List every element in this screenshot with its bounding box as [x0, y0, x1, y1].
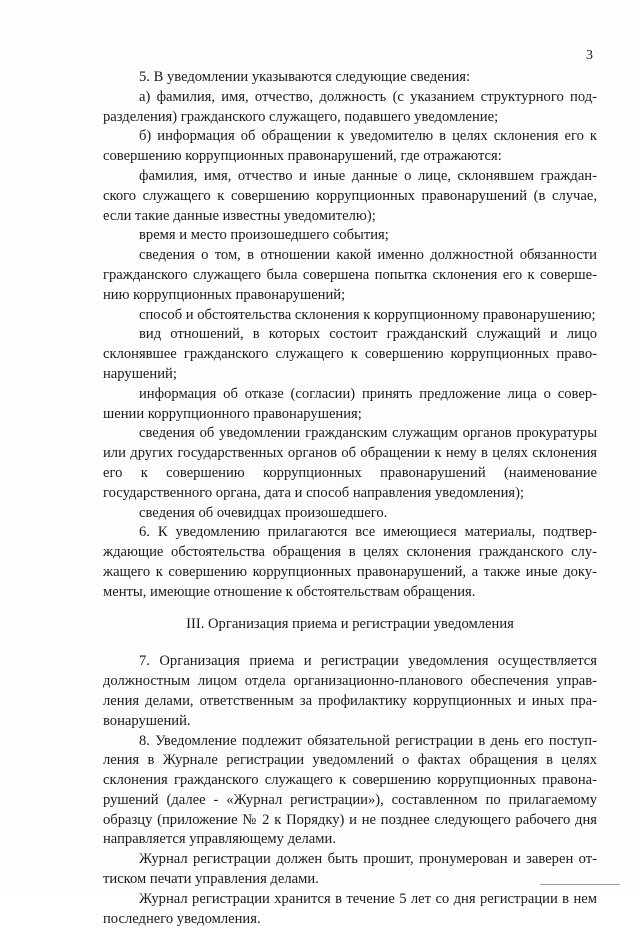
bottom-edge-mark	[540, 884, 620, 885]
paragraph-item-6: 6. К уведомлению прилагаются все имеющиеся материалы, подтверждающие обстоятельства обращения в целях склонения гражданского служащего к совершению коррупционных правонарушений, а также иные документы, имеющие отношение к обстоятельствам обращения.	[103, 524, 597, 600]
paragraph-duty: сведения о том, в отношении какой именно должностной обязанности гражданского служащего была совершена попытка склонения его к совершению коррупционных правонарушений;	[103, 247, 597, 303]
paragraph-time-place: время и место произошедшего события;	[139, 227, 389, 244]
paragraph-item-5a: а) фамилия, имя, отчество, должность (с указанием структурного подразделения) гражданского служащего, подавшего уведомление;	[103, 88, 597, 125]
paragraph-item-5: 5. В уведомлении указываются следующие сведения:	[139, 69, 471, 85]
paragraph-prosecutor: сведения об уведомлении гражданским служащим органов прокуратуры или других государственных органов об обращении к нему в целях склонения его к совершению коррупционных правонарушений (наименование государственного органа, дата и способ направления уведомления);	[103, 425, 597, 501]
paragraph-item-5b: б) информация об обращении к уведомителю в целях склонения его к совершению коррупционных правонарушений, где отражаются:	[103, 128, 597, 165]
paragraph-witnesses: сведения об очевидцах произошедшего.	[139, 504, 388, 521]
paragraph-refusal: информация об отказе (согласии) принять предложение лица о совершении коррупционного правонарушения;	[103, 385, 597, 422]
paragraph-relations: вид отношений, в которых состоит гражданский служащий и лицо склонявшее гражданского служащего к совершению коррупционных правонарушений;	[103, 326, 597, 382]
paragraph-item-8: 8. Уведомление подлежит обязательной регистрации в день его поступления в Журнале регистрации уведомлений о фактах обращения в целях склонения гражданского служащего к совершению коррупционных правонарушений (далее - «Журнал регистрации»), составленном по прилагаемому образцу (приложение № 2 к Порядку) и не позднее следующего рабочего дня направляется управляющему делами.	[103, 732, 597, 848]
paragraph-method: способ и обстоятельства склонения к коррупционному правонарушению;	[139, 306, 596, 323]
paragraph-journal-storage: Журнал регистрации хранится в течение 5 лет со дня регистрации в нем последнего уведомления.	[103, 890, 597, 927]
document-body	[103, 68, 597, 929]
section-heading: III. Организация приема и регистрации уведомления	[186, 615, 514, 632]
paragraph-full-name: фамилия, имя, отчество и иные данные о лице, склонявшем гражданского служащего к совершению коррупционных правонарушений (в случае, если такие данные известны уведомителю);	[103, 167, 597, 224]
paragraph-item-7: 7. Организация приема и регистрации уведомления осуществляется должностным лицом отдела организационно-планового обеспечения управления делами, ответственным за профилактику коррупционных и иных правонарушений.	[103, 653, 597, 729]
paragraph-journal-binding: Журнал регистрации должен быть прошит, пронумерован и заверен оттиском печати управления делами.	[103, 851, 597, 888]
page-number: 3	[586, 48, 593, 63]
